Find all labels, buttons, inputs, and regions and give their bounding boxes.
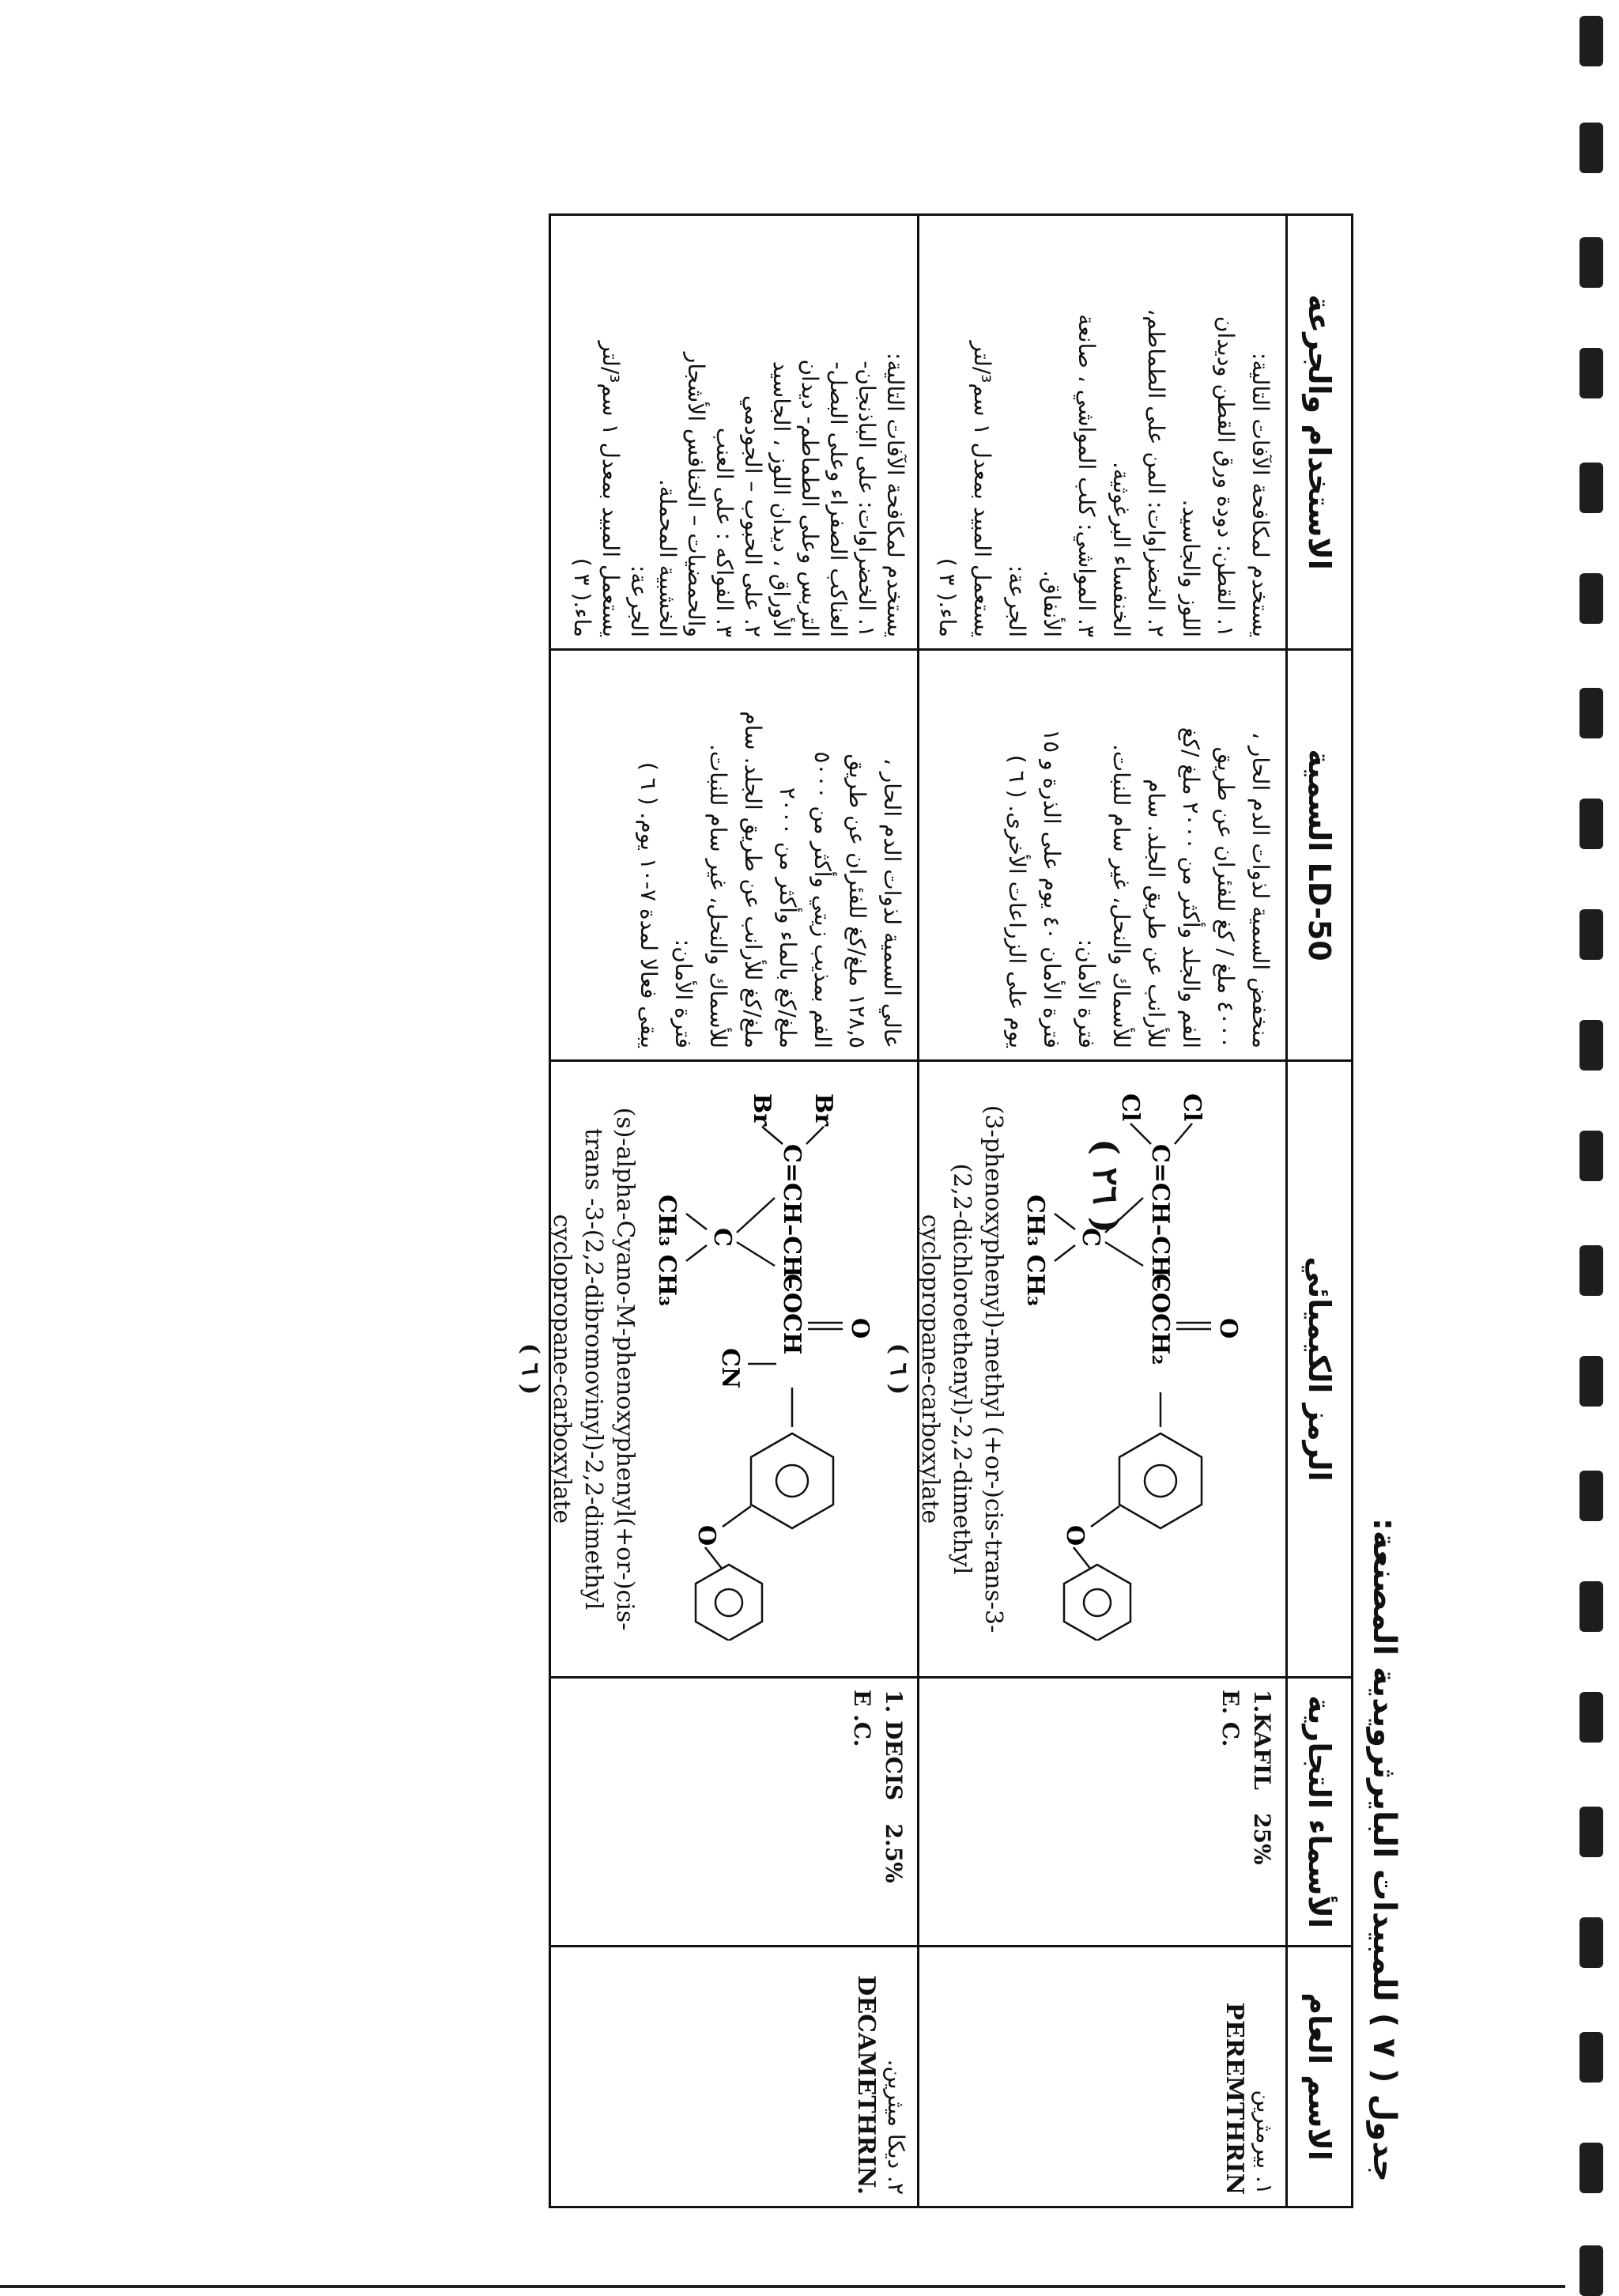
toxicity-line: ملغ/كغ للأرانب عن طريق الجلد. سام — [740, 711, 766, 1048]
benzene-ring-icon — [696, 1565, 762, 1641]
chemical-name-line: (s)-alpha-Cyano-M-phenoxyphenyl(+or-)cis- — [611, 1107, 639, 1631]
use-line: ٣. المواشي: كلب المواشي ، صانعة — [1074, 314, 1100, 637]
binding-hole — [1579, 688, 1603, 738]
carbonyl-group-label: COCH₂ — [1146, 1274, 1174, 1365]
binding-hole — [1579, 348, 1603, 398]
binding-hole — [1579, 799, 1603, 849]
common-name-ar: ١. بيرمثرين — [1251, 2090, 1277, 2195]
trade-formulation: E .C. — [849, 1690, 875, 1747]
scan-edge-line — [0, 2285, 1565, 2288]
binding-hole — [1579, 1471, 1603, 1521]
binding-hole — [1579, 1356, 1603, 1407]
chemical-reference: ( ٦ ) — [885, 1342, 912, 1395]
chemical-name-line: cyclopropane-carboxylate — [916, 1214, 944, 1524]
toxicity-line: ملغ/كغ بالماء وأكثر من ٢٠٠٠ — [775, 787, 801, 1048]
use-line: ١. الخضراوات: على الباذنجان- — [854, 361, 880, 637]
ring-carbon-label: C — [1077, 1228, 1104, 1247]
cell-use-dose — [919, 215, 1287, 650]
ether-oxygen-label: O — [1061, 1525, 1089, 1546]
binding-hole — [1579, 2032, 1603, 2083]
chemical-reference: ( ٦ ) — [516, 1342, 544, 1395]
cell-common-name — [550, 1947, 919, 2207]
binding-hole — [1579, 573, 1603, 624]
benzene-ring-icon — [1119, 1433, 1202, 1528]
cell-trade-names — [550, 1678, 919, 1947]
cell-common-name — [919, 1947, 1287, 2207]
table-row — [550, 215, 919, 2207]
binding-holes — [1524, 0, 1619, 2296]
header-trade-names: الأسماء التجارية — [1287, 1678, 1353, 1947]
binding-hole — [1579, 463, 1603, 513]
methyl-groups-label: CH₃ CH₃ — [653, 1195, 681, 1307]
use-line: ماء.( ٣ ) — [569, 557, 595, 637]
cell-trade-names — [919, 1678, 1287, 1947]
trade-name-line — [877, 1690, 909, 1934]
toxicity-text — [999, 662, 1277, 1048]
toxicity-line: عالي السمية لذوات الدم الحار ، — [879, 757, 905, 1048]
use-line: اللوز والجاسيد. — [1178, 499, 1204, 637]
use-line: يستعمل المبيد بمعدل ١ سم³/لتر — [969, 341, 995, 637]
use-line: ٣. الفواكه : على العنب — [711, 427, 738, 637]
trade-formulation: E. C. — [1217, 1690, 1243, 1747]
binding-hole — [1579, 237, 1603, 288]
use-line: التربس وعلى الطماطم- ديدان — [797, 359, 823, 637]
halogen-label: Br — [748, 1093, 776, 1127]
use-line: الأنفاق. — [1039, 570, 1065, 637]
binding-hole — [1579, 1692, 1603, 1743]
binding-hole — [1579, 2245, 1603, 2296]
chemical-structure-block — [885, 1073, 1277, 1665]
binding-hole — [1579, 1917, 1603, 1968]
page-number: ( ٢٦ ) — [1085, 1139, 1126, 1233]
ether-oxygen-label: O — [693, 1525, 720, 1546]
rotated-table-block — [516, 213, 1402, 2206]
toxicity-line: فترة الأمان: — [670, 938, 696, 1048]
header-chemical-formula: الرمز الكيميائي — [1287, 1061, 1353, 1678]
halogen-label: Cl — [1178, 1093, 1206, 1122]
pesticide-table — [516, 213, 1353, 2208]
halogen-label: Br — [810, 1093, 837, 1127]
use-line: ١. القطن: دودة ورق القطن وديدان — [1213, 315, 1239, 637]
toxicity-line: الفم والجلد وأكثر من ٢٠٠٠ ملغ /كغ — [1178, 727, 1204, 1048]
use-text — [568, 227, 909, 637]
use-text — [930, 227, 1277, 637]
table-row — [919, 215, 1287, 2207]
common-name-en: PEREMTHRIN — [1221, 2002, 1248, 2195]
use-line: يستعمل المبيد بمعدل ١ سم³/لتر — [598, 341, 624, 637]
toxicity-line: الفم بمذيب زيتي وأكثر من ٥٠٠٠ — [810, 751, 836, 1048]
methyl-groups-label: CH₃ CH₃ — [1021, 1195, 1049, 1307]
use-line: الجرعة: — [1004, 565, 1030, 637]
use-line: والحمضيات – الخنافس الأشجار — [683, 352, 709, 637]
header-toxicity: LD-50 السمية — [1287, 650, 1353, 1061]
toxicity-line: فترة الأمان ٤٠ يوم على الذرة و ١٥ — [1039, 729, 1065, 1048]
vinyl-chain-label: C=CH–CH– — [778, 1144, 806, 1290]
halogen-label: Cl — [1116, 1093, 1144, 1122]
use-line: ٢. الخضراوات: المن على الطماطم، — [1143, 308, 1169, 637]
trade-name: 1.KAFIL — [1249, 1690, 1275, 1790]
cell-chemical-formula — [885, 1061, 1287, 1678]
use-line: ماء.( ٣ ) — [934, 557, 960, 637]
cell-chemical-formula — [516, 1061, 919, 1678]
use-line: الجرعة: — [626, 565, 652, 637]
benzene-ring-icon — [1064, 1565, 1130, 1641]
use-line: يستخدم لمكافحة الآفات التالية: — [1247, 353, 1274, 637]
binding-hole — [1579, 909, 1603, 960]
use-line: ٢. على الحبوب – الجودمي — [740, 395, 766, 637]
ring-carbon-label: C — [708, 1228, 736, 1247]
trade-concentration: 2.5% — [881, 1823, 907, 1883]
use-line: الخنفساء البرغوثية. — [1108, 461, 1134, 637]
cell-use-dose — [550, 215, 919, 650]
cell-toxicity — [550, 650, 919, 1061]
binding-hole — [1579, 2143, 1603, 2193]
toxicity-line: للأسماك والنحل، غير سام للنبات. — [1108, 743, 1134, 1048]
toxicity-line: يوم على الزراعات الأخرى. ( ٦ ) — [1004, 754, 1030, 1048]
chemical-structure-diagram — [648, 1087, 909, 1641]
toxicity-text — [631, 662, 909, 1048]
common-name-en: DECAMETHRIN. — [852, 1975, 880, 2195]
toxicity-line: منخفض السمية لذوات الدم الحار ، — [1247, 731, 1274, 1048]
carbonyl-oxygen-label: O — [846, 1318, 874, 1339]
carbonyl-oxygen-label: O — [1214, 1318, 1242, 1339]
binding-hole — [1579, 1807, 1603, 1857]
table-header-row — [1287, 215, 1353, 2207]
use-line: العناكب الصفراء وعلى البصل- — [825, 361, 851, 637]
trade-name: 1. DECIS — [881, 1690, 907, 1801]
binding-hole — [1579, 1131, 1603, 1181]
chemical-name-line: trans -3-(2,2-dibromovinyl)-2,2-dimethyl — [579, 1127, 607, 1611]
chemical-name-line: (3-phenoxyphenyl)-methyl (+or-)cis-trans-3- — [979, 1105, 1007, 1633]
binding-hole — [1579, 1245, 1603, 1296]
binding-hole — [1579, 1581, 1603, 1632]
toxicity-line: للأسماك والنحل، غير سام للنبات. — [705, 743, 731, 1048]
binding-hole — [1579, 16, 1603, 66]
use-line: يستخدم لمكافحة الآفات التالية: — [882, 353, 908, 637]
header-common-name: الاسم العام — [1287, 1947, 1353, 2207]
trade-name-line — [1246, 1690, 1277, 1934]
toxicity-line: فترة الأمان: — [1074, 938, 1100, 1048]
chemical-structure-diagram — [1017, 1087, 1277, 1641]
chemical-name — [514, 1073, 640, 1665]
binding-hole — [1579, 123, 1603, 173]
chemical-structure-block — [516, 1073, 909, 1665]
toxicity-line: للأرانب عن طريق الجلد. سام — [1143, 779, 1169, 1048]
chemical-name-line: cyclopropane-carboxylate — [548, 1214, 576, 1524]
table-caption: جدول ( ٧ ) للمبيدات البايرثرويدية المصنعة: — [1366, 1517, 1402, 2182]
toxicity-line: يبقى فعالا لمدة ٧-١٠ يوم. ( ٦ ) — [636, 761, 662, 1048]
use-line: الخشبية المحملة. — [655, 478, 681, 637]
cell-toxicity — [919, 650, 1287, 1061]
carbonyl-group-label: COCH — [778, 1274, 806, 1355]
toxicity-line: ١٢٨,٥ ملغ/كغ للفئران عن طريق — [844, 753, 870, 1048]
common-name-ar: ٢. ديكا ميثرين. — [883, 2059, 909, 2195]
vinyl-chain-label: C=CH–CH– — [1146, 1144, 1174, 1290]
binding-hole — [1579, 1020, 1603, 1071]
header-use-dose: الاستخدام والجرعة — [1287, 215, 1353, 650]
use-line: الأوراق ، ديدان اللوز ، الجاسيد — [768, 361, 794, 637]
cyano-group-label: CN — [716, 1348, 744, 1389]
toxicity-line: ٤٠٠٠ ملغ / كغ للفئران عن طريق — [1213, 746, 1239, 1048]
trade-concentration: 25% — [1249, 1813, 1275, 1865]
chemical-name-line: (2,2-dichloroethenyl)-2,2-dimethyl — [948, 1163, 976, 1575]
benzene-ring-icon — [751, 1433, 833, 1528]
